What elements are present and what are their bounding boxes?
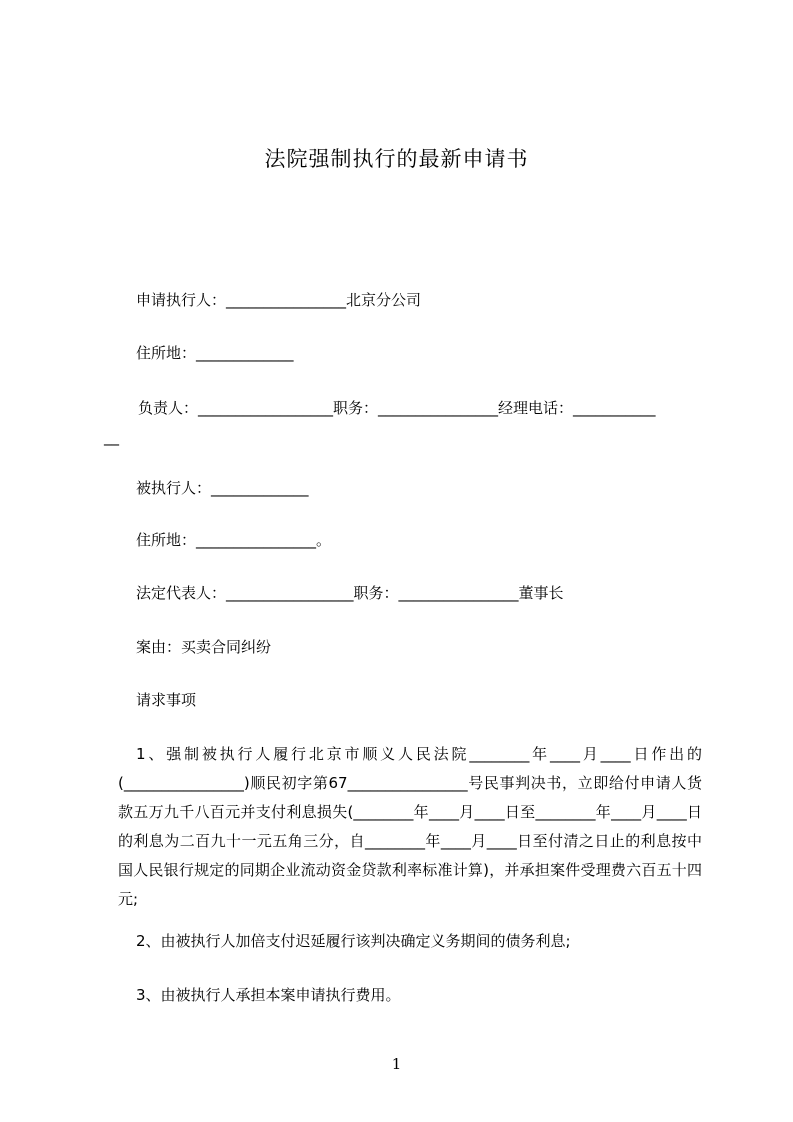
- request-item-1: [118, 740, 702, 914]
- legal-representative-line: 法定代表人：_________________职务：________________董事长: [136, 584, 564, 602]
- responsible-person-line-continuation: __: [104, 428, 119, 446]
- request-item-3: 3、由被执行人承担本案申请执行费用。: [136, 986, 401, 1004]
- requests-heading: 请求事项: [136, 691, 197, 709]
- responsible-person-line: 负责人：__________________职务：________________经理电话：___________: [138, 399, 656, 417]
- applicant-line: 申请执行人：________________北京分公司: [136, 291, 422, 309]
- respondent-line: 被执行人：_____________: [136, 479, 309, 497]
- respondent-address-line: 住所地：________________。: [136, 531, 332, 549]
- applicant-address-line: 住所地：_____________: [136, 344, 294, 362]
- cause-of-action-line: 案由：买卖合同纠纷: [136, 638, 272, 656]
- page-number: 1: [391, 1055, 402, 1073]
- document-title: 法院强制执行的最新申请书: [264, 147, 529, 171]
- request-item-1-text: 1、强制被执行人履行北京市顺义人民法院________年____月____日作出的(________________)顺民初字第67________________号民事判决书，立即给付申请人货款五万九千八百元并支付利息损失(________年____月____日至________年____月____日的利息为二百九十一元五角三分，自________年____月____日至付清之日止的利息按中国人民银行规定的同期企业流动资金贷款利率标准计算)，并承担案件受理费六百五十四元;: [118, 745, 702, 908]
- request-item-2: 2、由被执行人加倍支付迟延履行该判决确定义务期间的债务利息;: [136, 932, 571, 950]
